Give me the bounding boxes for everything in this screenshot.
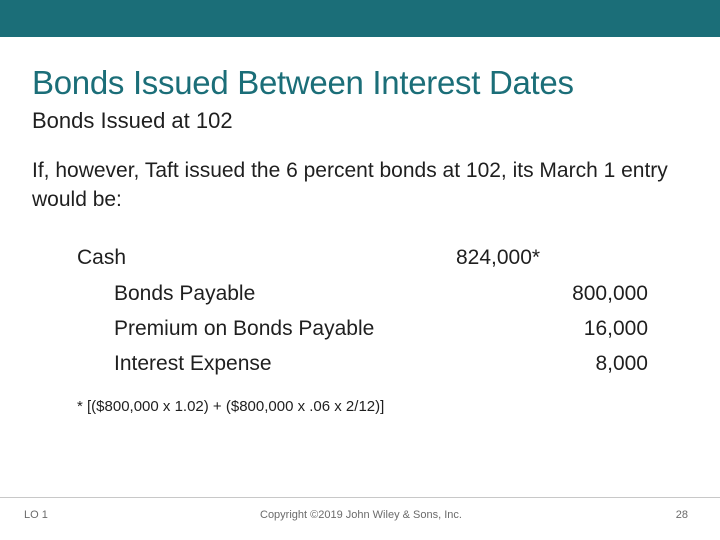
slide-title: Bonds Issued Between Interest Dates — [32, 64, 574, 101]
top-accent-bar — [0, 0, 720, 37]
slide-subtitle: Bonds Issued at 102 — [32, 108, 233, 133]
intro-text: If, however, Taft issued the 6 percent bonds at 102, its March 1 entry would be: — [32, 159, 668, 211]
credit-account-bonds-payable: Bonds Payable — [114, 282, 256, 305]
credit-amount-premium: 16,000 — [583, 317, 648, 340]
credit-account-premium: Premium on Bonds Payable — [114, 317, 375, 340]
debit-amount: 824,000* — [456, 246, 541, 269]
footnote: * [($800,000 x 1.02) + ($800,000 x .06 x 2/12)] — [77, 398, 385, 415]
credit-account-interest-expense: Interest Expense — [114, 352, 272, 375]
credit-amount-interest-expense: 8,000 — [595, 352, 648, 375]
copyright-notice: Copyright ©2019 John Wiley & Sons, Inc. — [260, 509, 462, 521]
page-number: 28 — [675, 509, 688, 521]
debit-account: Cash — [77, 246, 127, 269]
learning-objective-label: LO 1 — [24, 509, 48, 521]
credit-amount-bonds-payable: 800,000 — [572, 282, 648, 305]
footer-divider — [0, 497, 720, 498]
